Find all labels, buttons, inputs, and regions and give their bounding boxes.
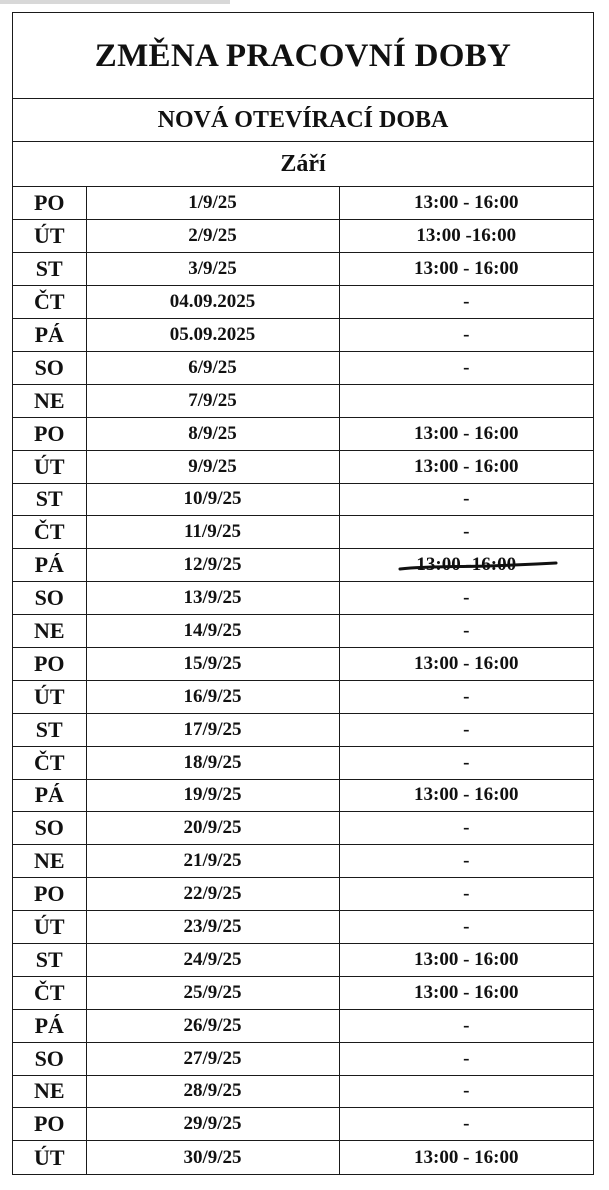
day-cell: ST — [13, 713, 86, 746]
table-row — [13, 713, 593, 746]
hours-cell: 13:00 - 16:00 — [339, 253, 593, 286]
day-cell: SO — [13, 812, 86, 845]
hours-cell: 13:00 - 16:00 — [414, 1146, 519, 1168]
hours-cell — [339, 384, 593, 417]
hours-cell: - — [339, 516, 593, 549]
date-cell: 05.09.2025 — [86, 319, 339, 352]
table-row — [13, 549, 593, 582]
hours-cell: 13:00 - 16:00 — [339, 187, 593, 220]
day-cell: PÁ — [13, 549, 86, 582]
day-cell: ÚT — [13, 1141, 86, 1174]
day-cell: PO — [13, 1108, 86, 1141]
table-row — [13, 187, 593, 220]
hours-cell: - — [339, 582, 593, 615]
date-cell: 20/9/25 — [86, 812, 339, 845]
hours-cell: - — [339, 1009, 593, 1042]
table-row — [13, 417, 593, 450]
hours-cell: - — [339, 746, 593, 779]
day-cell: ST — [13, 943, 86, 976]
date-cell: 7/9/25 — [86, 384, 339, 417]
date-cell: 9/9/25 — [86, 450, 339, 483]
day-cell: ČT — [13, 746, 86, 779]
day-cell: PO — [13, 878, 86, 911]
day-cell: ÚT — [13, 911, 86, 944]
date-cell: 21/9/25 — [86, 845, 339, 878]
table-row — [13, 878, 593, 911]
date-cell: 13/9/25 — [86, 582, 339, 615]
day-cell: ST — [13, 253, 86, 286]
table-row — [13, 582, 593, 615]
hours-cell: 13:00 - 16:00 — [339, 450, 593, 483]
day-cell: ČT — [13, 976, 86, 1009]
table-row — [13, 384, 593, 417]
hours-cell: 13:00 - 16:00 — [339, 779, 593, 812]
page-subtitle: NOVÁ OTEVÍRACÍ DOBA — [13, 99, 593, 142]
table-row — [13, 746, 593, 779]
table-row — [13, 943, 593, 976]
table-row — [13, 1108, 593, 1141]
hours-cell: - — [339, 680, 593, 713]
hours-cell: - — [339, 483, 593, 516]
table-row — [13, 253, 593, 286]
table-row — [13, 615, 593, 648]
hours-cell: - — [339, 1075, 593, 1108]
day-cell: ÚT — [13, 680, 86, 713]
hours-cell: - — [339, 351, 593, 384]
hours-cell: 13:00 -16:00 — [339, 220, 593, 253]
table-row — [13, 680, 593, 713]
table-row — [13, 1009, 593, 1042]
hours-cell — [339, 549, 593, 582]
date-cell: 6/9/25 — [86, 351, 339, 384]
day-cell: PO — [13, 647, 86, 680]
date-cell: 22/9/25 — [86, 878, 339, 911]
date-cell: 25/9/25 — [86, 976, 339, 1009]
hours-cell: - — [339, 713, 593, 746]
date-cell: 29/9/25 — [86, 1108, 339, 1141]
date-cell: 19/9/25 — [86, 779, 339, 812]
date-cell: 17/9/25 — [86, 713, 339, 746]
day-cell: NE — [13, 845, 86, 878]
day-cell: NE — [13, 384, 86, 417]
date-cell: 26/9/25 — [86, 1009, 339, 1042]
hours-cell: - — [339, 319, 593, 352]
table-row — [13, 812, 593, 845]
date-cell: 10/9/25 — [86, 483, 339, 516]
date-cell: 12/9/25 — [86, 549, 339, 582]
table-row — [13, 779, 593, 812]
day-cell: NE — [13, 1075, 86, 1108]
hours-cell: - — [339, 1108, 593, 1141]
schedule-table — [13, 187, 593, 1174]
date-cell: 3/9/25 — [86, 253, 339, 286]
table-row — [13, 483, 593, 516]
date-cell: 18/9/25 — [86, 746, 339, 779]
struck-hours — [416, 554, 516, 576]
date-cell: 27/9/25 — [86, 1042, 339, 1075]
table-row — [13, 1042, 593, 1075]
date-cell: 1/9/25 — [86, 187, 339, 220]
month-heading: Září — [13, 142, 593, 187]
schedule-sheet — [12, 12, 594, 1175]
table-row — [13, 516, 593, 549]
day-cell: PO — [13, 187, 86, 220]
day-cell: ČT — [13, 286, 86, 319]
hours-cell: - — [339, 286, 593, 319]
hours-cell: 13:00 - 16:00 — [339, 417, 593, 450]
date-cell: 23/9/25 — [86, 911, 339, 944]
date-cell: 15/9/25 — [86, 647, 339, 680]
day-cell: PÁ — [13, 1009, 86, 1042]
day-cell: SO — [13, 582, 86, 615]
date-cell: 28/9/25 — [86, 1075, 339, 1108]
day-cell: NE — [13, 615, 86, 648]
struck-hours-text: 13:00 -16:00 — [416, 554, 517, 576]
date-cell: 11/9/25 — [86, 516, 339, 549]
table-row — [13, 450, 593, 483]
hours-cell: 13:00 - 16:00 — [339, 943, 593, 976]
hours-cell: - — [339, 911, 593, 944]
page-title: ZMĚNA PRACOVNÍ DOBY — [13, 13, 593, 99]
day-cell: PO — [13, 417, 86, 450]
day-cell: SO — [13, 351, 86, 384]
table-row — [13, 1141, 593, 1174]
day-cell: SO — [13, 1042, 86, 1075]
table-row — [13, 1075, 593, 1108]
hours-cell: - — [339, 845, 593, 878]
hours-cell: - — [339, 615, 593, 648]
day-cell: PÁ — [13, 779, 86, 812]
date-cell: 8/9/25 — [86, 417, 339, 450]
day-cell: ÚT — [13, 450, 86, 483]
table-row — [13, 911, 593, 944]
date-cell: 14/9/25 — [86, 615, 339, 648]
table-row — [13, 319, 593, 352]
date-cell: 04.09.2025 — [86, 286, 339, 319]
schedule-body — [13, 187, 593, 1174]
table-row — [13, 647, 593, 680]
day-cell: ČT — [13, 516, 86, 549]
date-cell: 16/9/25 — [86, 680, 339, 713]
hours-cell: 13:00 - 16:00 — [339, 976, 593, 1009]
table-row — [13, 220, 593, 253]
date-cell: 24/9/25 — [86, 943, 339, 976]
table-row — [13, 351, 593, 384]
hours-cell: - — [339, 1042, 593, 1075]
hours-cell: - — [339, 878, 593, 911]
table-row — [13, 286, 593, 319]
hours-cell: - — [339, 812, 593, 845]
table-row — [13, 845, 593, 878]
date-cell: 2/9/25 — [86, 220, 339, 253]
date-cell: 30/9/25 — [86, 1141, 339, 1174]
day-cell: PÁ — [13, 319, 86, 352]
paper-edge — [0, 0, 230, 4]
day-cell: ÚT — [13, 220, 86, 253]
hours-cell: 13:00 - 16:00 — [339, 647, 593, 680]
table-row — [13, 976, 593, 1009]
day-cell: ST — [13, 483, 86, 516]
